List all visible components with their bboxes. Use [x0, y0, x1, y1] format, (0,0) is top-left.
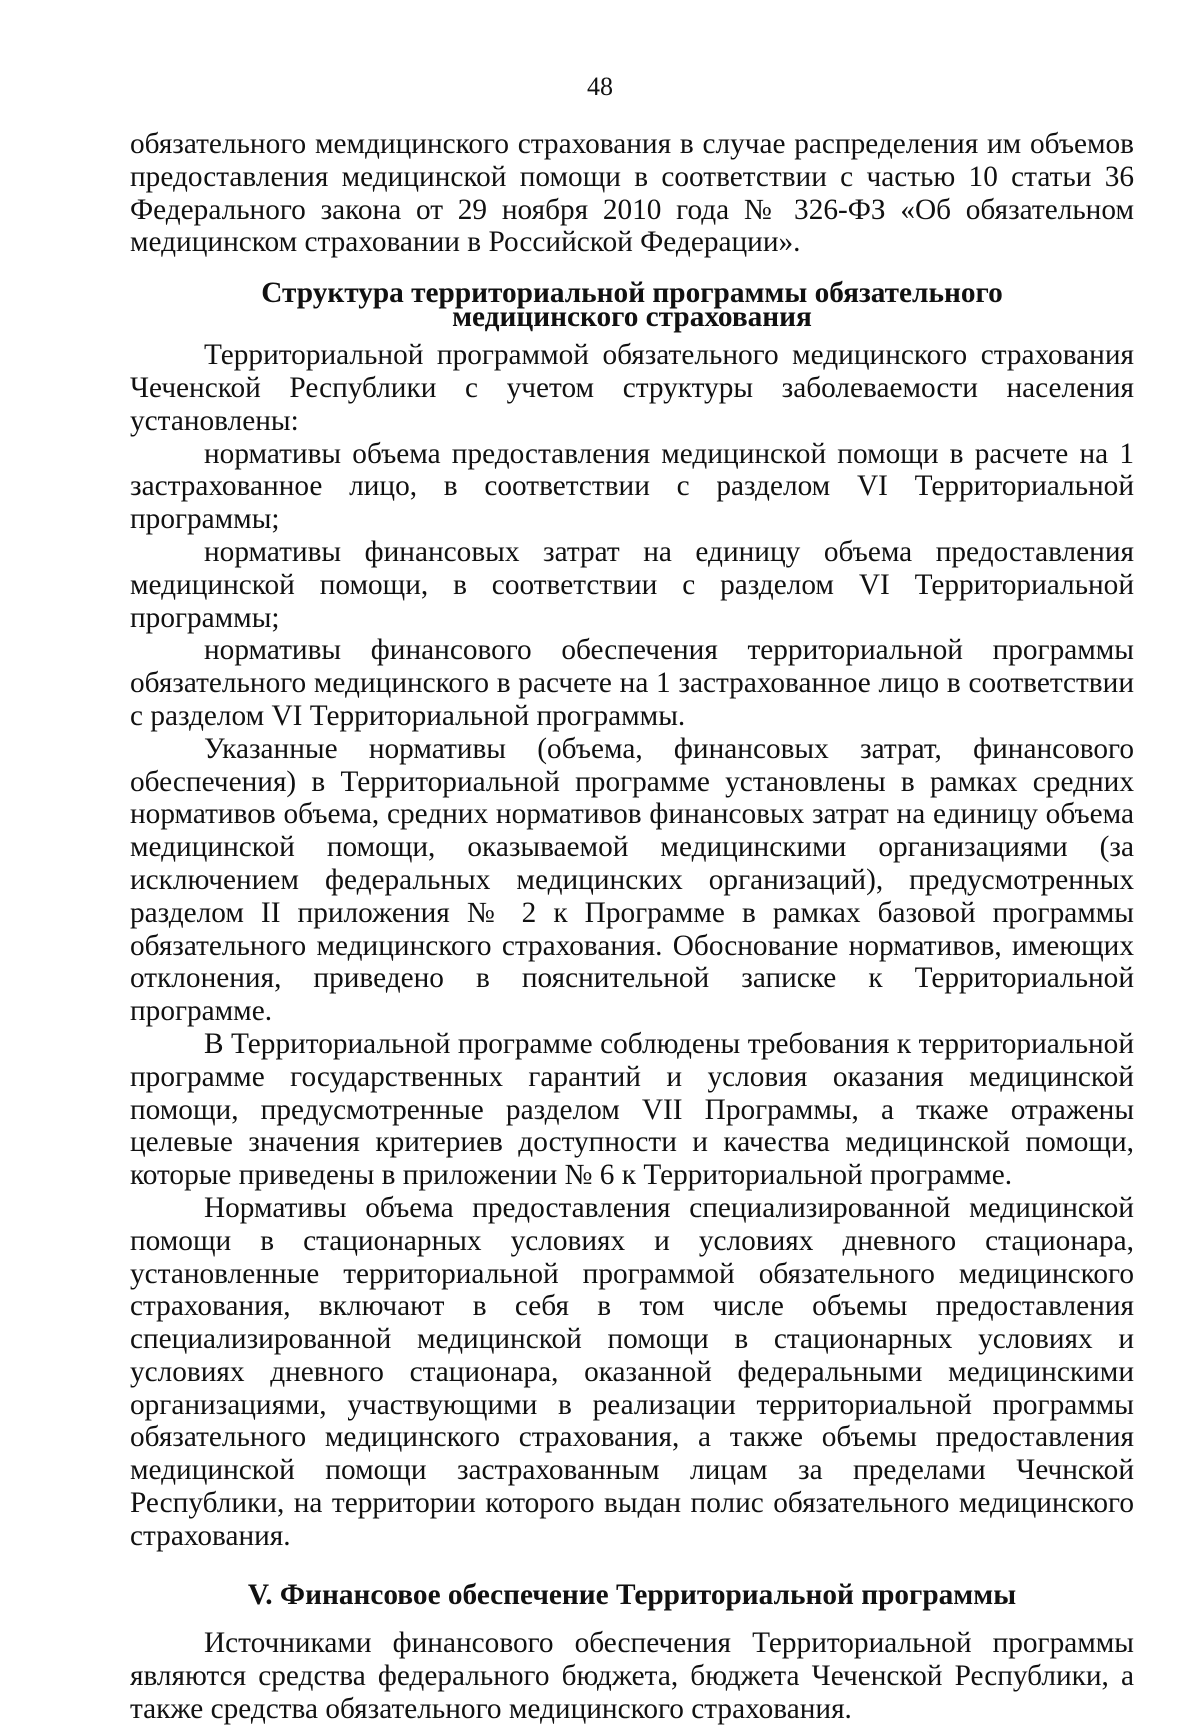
structure-paragraph: Нормативы объема предоставления специализированной медицинской помощи в стационарных условиях и условиях дневного стационара, установленные территориальной программой обязательного медицинского страхования, включают в себя в том числе объемы предоставления специализированной медицинской помощи в стационарных условиях и условиях дневного стационара, оказанной федеральными медицинскими организациями, участвующими в реализации территориальной программы обязательного медицинского страхования, а также объемы предоставления медицинской помощи застрахованным лицам за пределами Чечнской Республики, на территории которого выдан полис обязательного медицинского страхования. — [130, 1191, 1134, 1552]
section-heading: V. Финансовое обеспечение Территориальной программы — [247, 1578, 1017, 1611]
structure-paragraph: В Территориальной программе соблюдены требования к территориальной программе государственных гарантий и условия оказания медицинской помощи, предусмотренные разделом VII Программы, а ткаже отражены целевые значения критериев доступности и качества медицинской помощи, которые приведены в приложении № 6 к Территориальной программе. — [130, 1027, 1134, 1192]
structure-heading-line-1: Структура территориальной программы обязательного — [261, 277, 1003, 310]
structure-paragraph: нормативы финансового обеспечения территориальной программы обязательного медицинского в расчете на 1 застрахованное лицо в соответствии с разделом VI Территориальной программы. — [130, 634, 1134, 732]
structure-paragraph: Указанные нормативы (объема, финансовых затрат, финансового обеспечения) в Территориальной программе установлены в рамках средних нормативов объема, средних нормативов финансовых затрат на единицу объема медицинской помощи, оказываемой медицинскими организациями (за исключением федеральных медицинских организаций), предусмотренных разделом II приложения № 2 к Программе в рамках базовой программы обязательного медицинского страхования. Обоснование нормативов, имеющих отклонения, приведено в пояснительной записке к Территориальной программе. — [130, 732, 1134, 1028]
structure-paragraph: Территориальной программой обязательного медицинского страхования Чеченской Республики с учетом структуры заболеваемости населения установлены: — [130, 339, 1134, 437]
section-paragraph: Источниками финансового обеспечения Территориальной программы являются средства федерального бюджета, бюджета Чеченской Республики, а также средства обязательного медицинского страхования. — [130, 1627, 1134, 1726]
intro-paragraph: обязательного мемдицинского страхования в случае распределения им объемов предоставления медицинской помощи в соответствии с частью 10 статьи 36 Федерального закона от 29 ноября 2010 года № 326-ФЗ «Об обязательном медицинском страховании в Российской Федерации». — [130, 128, 1134, 259]
page-number: 48 — [587, 72, 613, 101]
structure-paragraph: нормативы финансовых затрат на единицу объема предоставления медицинской помощи, в соответствии с разделом VI Территориальной программы; — [130, 535, 1134, 634]
structure-heading — [130, 277, 1134, 334]
structure-heading-line-2: медицинского страхования — [452, 301, 812, 334]
structure-paragraph: нормативы объема предоставления медицинской помощи в расчете на 1 застрахованное лицо, в соответствии с разделом VI Территориальной программы; — [130, 437, 1134, 536]
document-body — [130, 128, 1134, 1726]
